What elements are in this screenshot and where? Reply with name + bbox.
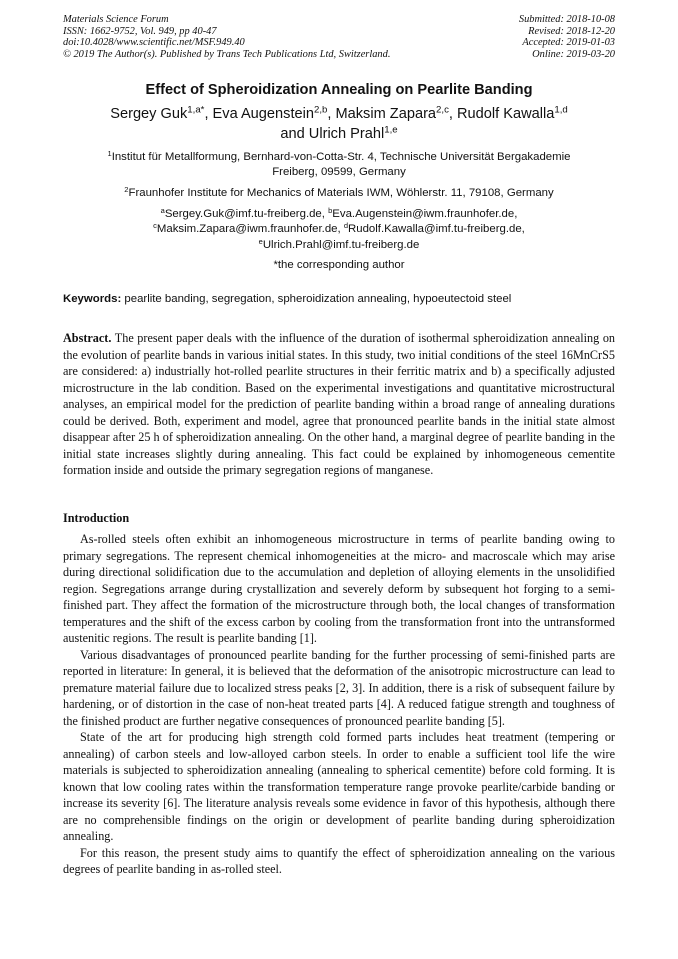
email-mark: c — [153, 221, 157, 231]
doi-line: doi:10.4028/www.scientific.net/MSF.949.40 — [63, 37, 245, 49]
paper-title: Effect of Spheroidization Annealing on Pearlite Banding — [145, 82, 533, 98]
author-affiliation-mark: 1,d — [554, 104, 568, 116]
author-affiliation-mark: 2,c — [436, 104, 449, 116]
author-name: Eva Augenstein — [212, 106, 314, 122]
email-mark: a — [160, 205, 165, 215]
author-list: Sergey Guk$^{1,a*}$, Eva Augenstein$^{2,b}$, Maksim Zapara$^{2,c}$, Rudolf Kawalla$^{1,d}$ and Ulrich Prahl$^{1,e}$ — [110, 104, 568, 142]
author-emails — [60, 207, 618, 253]
paragraph: State of the art for producing high strength cold formed parts includes heat treatment (tempering or annealing) of carbon steels and low-alloyed carbon steels. In order to enable a sufficient tool life the wire materials is subjected to spheroidization annealing (annealing to spherical cementite) before cold forming. It is known that low cooling rates within the transformation temperature range provoke pearlite/carbide banding or increase its severity [6]. The literature analysis reveals some evidence in favor of this hypothesis, although there are no comprehensible findings on the origin or development of pearlite banding during spheroidization annealing. — [63, 730, 615, 843]
affiliation-text: Institut für Metallformung, Bernhard-von-Cotta-Str. 4, Technische Universität Bergakademie — [111, 151, 571, 163]
affiliation-text: Fraunhofer Institute for Mechanics of Materials IWM, Wöhlerstr. 11, 79108, Germany — [128, 187, 554, 199]
author-affiliation-mark: 2,b — [313, 104, 328, 116]
publication-dates — [519, 14, 615, 60]
keywords-label: Keywords: — [63, 293, 122, 305]
email-mark: b — [328, 205, 333, 215]
affiliation-1 — [60, 150, 618, 181]
author-name: Rudolf Kawalla — [457, 106, 555, 122]
keywords — [63, 292, 615, 307]
copyright-line: © 2019 The Author(s). Published by Trans Tech Publications Ltd, Switzerland. — [63, 48, 391, 60]
author-conjunction: and — [280, 126, 309, 142]
submitted-date: Submitted: 2018-10-08 — [518, 14, 615, 25]
email-link[interactable]: Ulrich.Prahl@imf.tu-freiberg.de — [262, 238, 420, 251]
affiliation-number: 2 — [124, 184, 129, 194]
accepted-date: Accepted: 2019-01-03 — [522, 37, 615, 49]
journal-info — [63, 14, 390, 60]
email-mark: e — [258, 236, 263, 246]
email-link[interactable]: Sergey.Guk@imf.tu-freiberg.de, — [164, 208, 325, 220]
email-link[interactable]: Rudolf.Kawalla@imf.tu-freiberg.de, — [348, 223, 525, 236]
paragraph: Various disadvantages of pronounced pearlite banding for the further processing of semi-finished parts are reported in literature: In general, it is believed that the deformation of the anisotropic microstructure can lead to premature material failure due to localized stress peaks [2, 3]. In addition, there is a risk of subsequent failure by hardening, or of distortion in the case of non-heat treated parts [4]. A reduced fatigue strength and toughness of the finished product are further negative consequences of pronounced pearlite banding [5]. — [63, 647, 615, 728]
author-name: Sergey Guk — [110, 106, 188, 122]
online-date: Online: 2019-03-20 — [532, 48, 615, 60]
paragraph: For this reason, the present study aims to quantify the effect of spheroidization annealing on the various degrees of pearlite banding in as-rolled steel. — [63, 845, 615, 876]
section-heading-introduction: Introduction — [63, 511, 130, 525]
email-link[interactable]: Eva.Augenstein@iwm.fraunhofer.de, — [332, 208, 518, 220]
author-name: Maksim Zapara — [335, 106, 437, 122]
corresponding-author-note: *the corresponding author — [273, 259, 405, 271]
author-affiliation-mark: 1,a* — [187, 104, 205, 116]
paragraph: As-rolled steels often exhibit an inhomogeneous microstructure in terms of pearlite banding owing to primary segregations. The represent chemical inhomogeneities at the micro- and macroscale which may arise during directional solidification due to the accumulation and depletion of alloying elements in the unsolidified region. Segregations arrange during crystallization and severely deform by subsequent hot forging to a semi-finished part. They affect the formation of the microstructure through both, the local changes of transformation temperatures and the shift of the excess carbon by cooling from the transformation front into the untransformed austenitic regions. The result is pearlite banding [1]. — [63, 532, 615, 645]
issn-line: ISSN: 1662-9752, Vol. 949, pp 40-47 — [63, 25, 217, 37]
journal-name: Materials Science Forum — [63, 14, 169, 25]
author-affiliation-mark: 1,e — [384, 124, 398, 136]
abstract — [63, 330, 615, 479]
revised-date: Revised: 2018-12-20 — [528, 25, 615, 37]
affiliation-text: Freiberg, 09599, Germany — [272, 166, 406, 179]
author-name: Ulrich Prahl — [308, 126, 385, 142]
abstract-text: The present paper deals with the influence of the duration of isothermal spheroidization annealing on the evolution of pearlite bands in various initial states. In this study, two initial conditions of the steel 16MnCrS5 are considered: a) industrially hot-rolled pearlite structures in their ferritic matrix and b) a specifically adjusted microstructure in the lab condition. Based on the experimental investigations and quantitative microstructural analyses, an empirical model for the prediction of pearlite banding within a broad range of annealing durations could be derived. Both, experiment and model, agree that pronounced pearlite bands in the initial state almost disappear after 25 h of spheroidization annealing. On the other hand, a marginal degree of pearlite banding in the initial state increases slightly during annealing. This fact could be explained by inhomogeneous cementite formation inside and outside the primary segregation regions of manganese. — [63, 331, 616, 477]
keywords-text: pearlite banding, segregation, spheroidization annealing, hypoeutectoid steel — [124, 293, 512, 305]
introduction-body — [63, 531, 615, 878]
abstract-label: Abstract. — [63, 331, 112, 345]
email-mark: d — [343, 221, 349, 231]
affiliation-2 — [60, 186, 618, 201]
email-link[interactable]: Maksim.Zapara@iwm.fraunhofer.de, — [156, 223, 341, 236]
affiliation-number: 1 — [107, 148, 112, 158]
